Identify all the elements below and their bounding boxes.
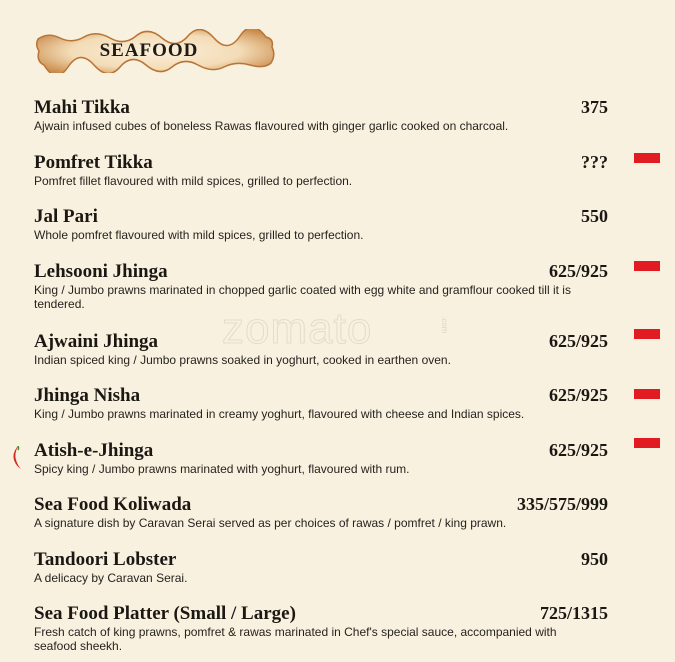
item-price: 725/1315 [539,603,608,623]
item-price: 375 [581,97,608,117]
item-description: Ajwain infused cubes of boneless Rawas flavoured with ginger garlic cooked on charcoal. [34,119,509,133]
item-price: 625/925 [548,331,608,351]
item-description: King / Jumbo prawns marinated in chopped garlic coated with egg white and gramflour cooked till it is tendered. [34,283,571,311]
item-price: 550 [581,206,608,226]
watermark-suffix: .com [440,316,449,334]
section-title: SEAFOOD [99,40,199,61]
item-description: A delicacy by Caravan Serai. [34,571,188,585]
menu-item [34,330,608,367]
chili-icon [12,446,22,470]
spicy-marker-icon [634,153,660,163]
item-price: 625/925 [548,261,608,281]
item-name: Lehsooni Jhinga [34,261,168,282]
item-price: 625/925 [548,440,608,460]
section-banner [34,29,276,73]
item-description: Whole pomfret flavoured with mild spices, grilled to perfection. [34,228,364,242]
item-description: Indian spiced king / Jumbo prawns soaked in yoghurt, cooked in earthen oven. [34,353,451,367]
item-name: Tandoori Lobster [34,549,177,570]
menu-item [34,151,608,188]
item-price: 950 [581,549,608,569]
item-name: Sea Food Platter (Small / Large) [34,603,296,624]
menu-item [34,493,608,530]
item-name: Atish-e-Jhinga [34,440,154,461]
item-name: Mahi Tikka [34,97,130,118]
menu-item [34,602,608,653]
spicy-marker-icon [634,261,660,271]
menu-item [34,548,608,585]
item-name: Ajwaini Jhinga [34,331,159,352]
item-description: King / Jumbo prawns marinated in creamy yoghurt, flavoured with cheese and Indian spices. [34,407,525,421]
item-description: Spicy king / Jumbo prawns marinated with yoghurt, flavoured with rum. [34,462,410,476]
item-price: 625/925 [548,385,608,405]
item-name: Sea Food Koliwada [34,494,192,515]
menu-item [34,260,608,311]
spicy-marker-icon [634,329,660,339]
item-description: Pomfret fillet flavoured with mild spices, grilled to perfection. [34,174,353,188]
item-price: 335/575/999 [516,494,608,514]
menu-item [34,96,608,133]
menu-item [34,439,608,476]
item-name: Jal Pari [34,206,98,227]
watermark: zomato [222,304,373,353]
item-description: A signature dish by Caravan Serai served as per choices of rawas / pomfret / king prawn. [34,516,507,530]
menu-item [34,384,608,421]
spicy-marker-icon [634,438,660,448]
menu-item [34,205,608,242]
item-name: Jhinga Nisha [34,385,141,406]
item-description: Fresh catch of king prawns, pomfret & rawas marinated in Chef's special sauce, accompanied with seafood sheekh. [34,625,557,653]
spicy-marker-icon [634,389,660,399]
item-price: ??? [581,152,608,172]
item-name: Pomfret Tikka [34,152,153,173]
